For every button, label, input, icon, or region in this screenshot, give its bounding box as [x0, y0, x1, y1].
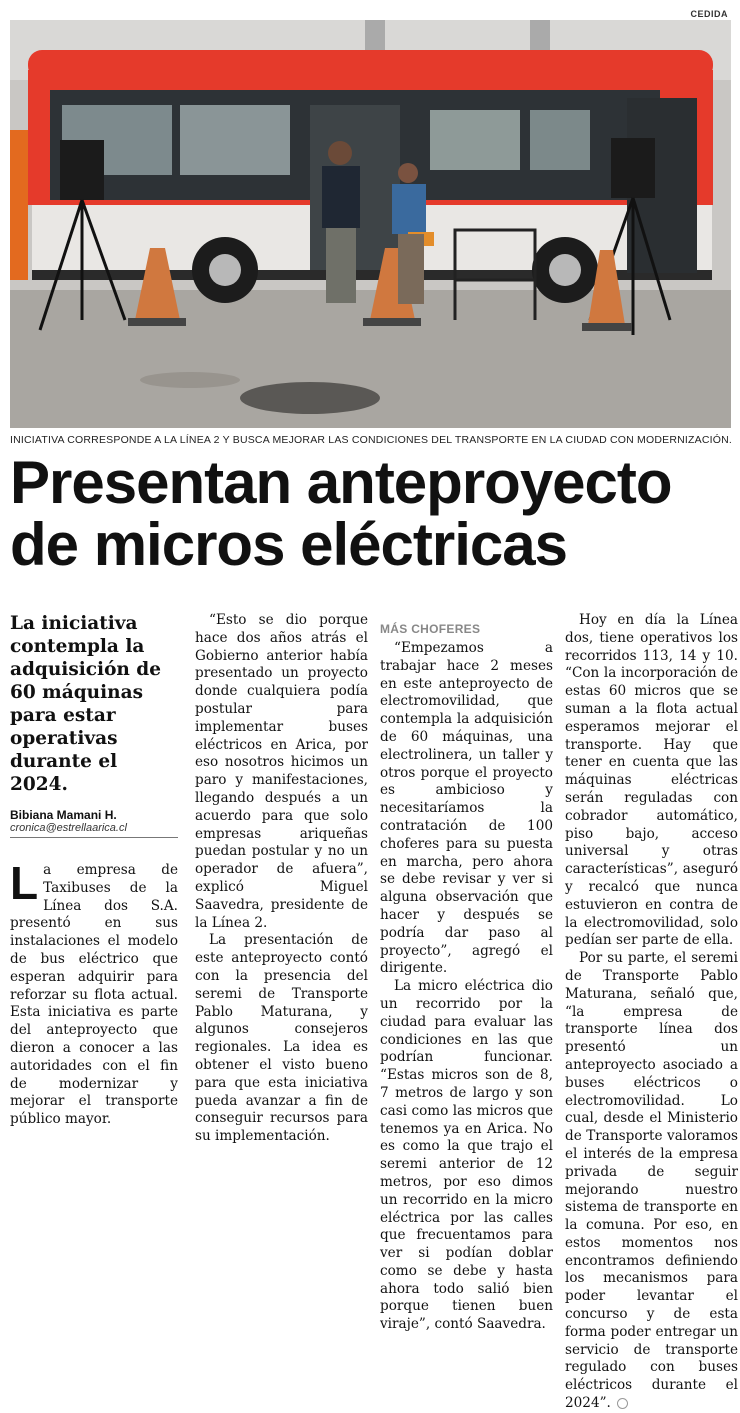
end-mark-icon — [617, 1398, 628, 1409]
paragraph-7-text: Por su parte, el seremi de Transporte Pablo Maturana, señaló que, “la empresa de transporte línea dos presentó un anteproyecto asociado a buses eléctricos o electromovilidad. Lo cual, desde el Ministerio de Transporte valoramos el interés de la empresa privada de seguir mejorando nuestro sistema de transporte en la comuna. Por eso, en estos momentos nos encontramos definiendo los mecanismos para poder levantar el concurso y de esta forma poder entregar un servicio de transporte regulado con buses eléctricos durante el 2024”. — [565, 950, 738, 1412]
lead-text: a empresa de Taxibuses de la Línea dos S.A. presentó en sus instalaciones el modelo de bus eléctrico que esperan adquirir para reforzar su flota actual. Esta iniciativa es parte del anteproyecto que dieron a conocer a las autoridades con el fin de modernizar y mejorar el transporte público mayor. — [10, 862, 178, 1128]
photo-caption: INICIATIVA CORRESPONDE A LA LÍNEA 2 Y BUSCA MEJORAR LAS CONDICIONES DEL TRANSPORTE EN LA CIUDAD CON MODERNIZACIÓN. — [10, 434, 732, 446]
author-email: cronica@estrellaarica.cl — [10, 822, 178, 838]
paragraph-4: “Empezamos a trabajar hace 2 meses en este anteproyecto de electromovilidad, que contempla la adquisición de 60 máquinas, una electrolinera, un taller y otros porque el proyecto es ambicioso y necesitaríamos la contratación de 100 choferes para su puesta en marcha, pero ahora se debe revisar y ver si alguna observación que hacer y después se podría dar paso al proyecto”, agregó el dirigente. — [380, 640, 553, 977]
lead-paragraph — [10, 857, 178, 1129]
column-4 — [565, 612, 738, 1413]
paragraph-7 — [565, 950, 738, 1413]
section-subhead: MÁS CHOFERES — [380, 622, 481, 636]
paragraph-2: “Esto se dio porque hace dos años atrás el Gobierno anterior había presentado un proyecto donde cualquiera podía postular para implementar buses eléctricos en Arica, por eso nosotros hicimos un paro y manifestaciones, llegando después a un acuerdo para que solo empresas ariqueñas puedan postular y no un operador de afuera”, explicó Miguel Saavedra, presidente de la Línea 2. — [195, 612, 368, 931]
headline-line-1: Presentan anteproyecto — [10, 449, 672, 516]
bus-photo-illustration — [10, 20, 731, 428]
dropcap: L — [10, 857, 39, 909]
paragraph-3: La presentación de este anteproyecto contó con la presencia del seremi de Transporte Pablo Maturana, y algunos consejeros regionales. La idea es obtener el visto bueno para que esta iniciativa pueda avanzar a fin de conseguir recursos para su implementación. — [195, 932, 368, 1145]
column-1 — [10, 612, 178, 1129]
paragraph-6: Hoy en día la Línea dos, tiene operativos los recorridos 113, 14 y 10. “Con la incorporación de estas 60 micros que se suman a la flota actual esperamos mejorar el transporte. Hay que tener en cuenta que las máquinas eléctricas serán reguladas con cobrador automático, piso bajo, acceso universal y otras características”, aseguró y recalcó que nunca estuvieron en contra de la electromovilidad, solo pedían ser parte de ella. — [565, 612, 738, 949]
headline — [10, 449, 672, 578]
news-photo — [10, 20, 731, 428]
author-name: Bibiana Mamani H. — [10, 808, 117, 822]
column-2 — [195, 612, 368, 1146]
headline-line-2: de micros eléctricas — [10, 510, 568, 578]
photo-credit: CEDIDA — [690, 9, 728, 19]
deck: La iniciativa contempla la adquisición de 60 máquinas para estar operativas durante el 2024. — [10, 613, 162, 795]
column-3 — [380, 612, 553, 1334]
paragraph-5: La micro eléctrica dio un recorrido por la ciudad para evaluar las condiciones en las que podrían funcionar. “Estas micros son de 8, 7 metros de largo y son casi como las micros que tenemos ya en Arica. No es como la que trajo el seremi anterior de 12 metros, por eso dimos un recorrido en la micro eléctrica por las calles que frecuentamos para ver si podían doblar como se debe y hasta ahora todo salió bien porque tienen buen viraje”, contó Saavedra. — [380, 978, 553, 1333]
